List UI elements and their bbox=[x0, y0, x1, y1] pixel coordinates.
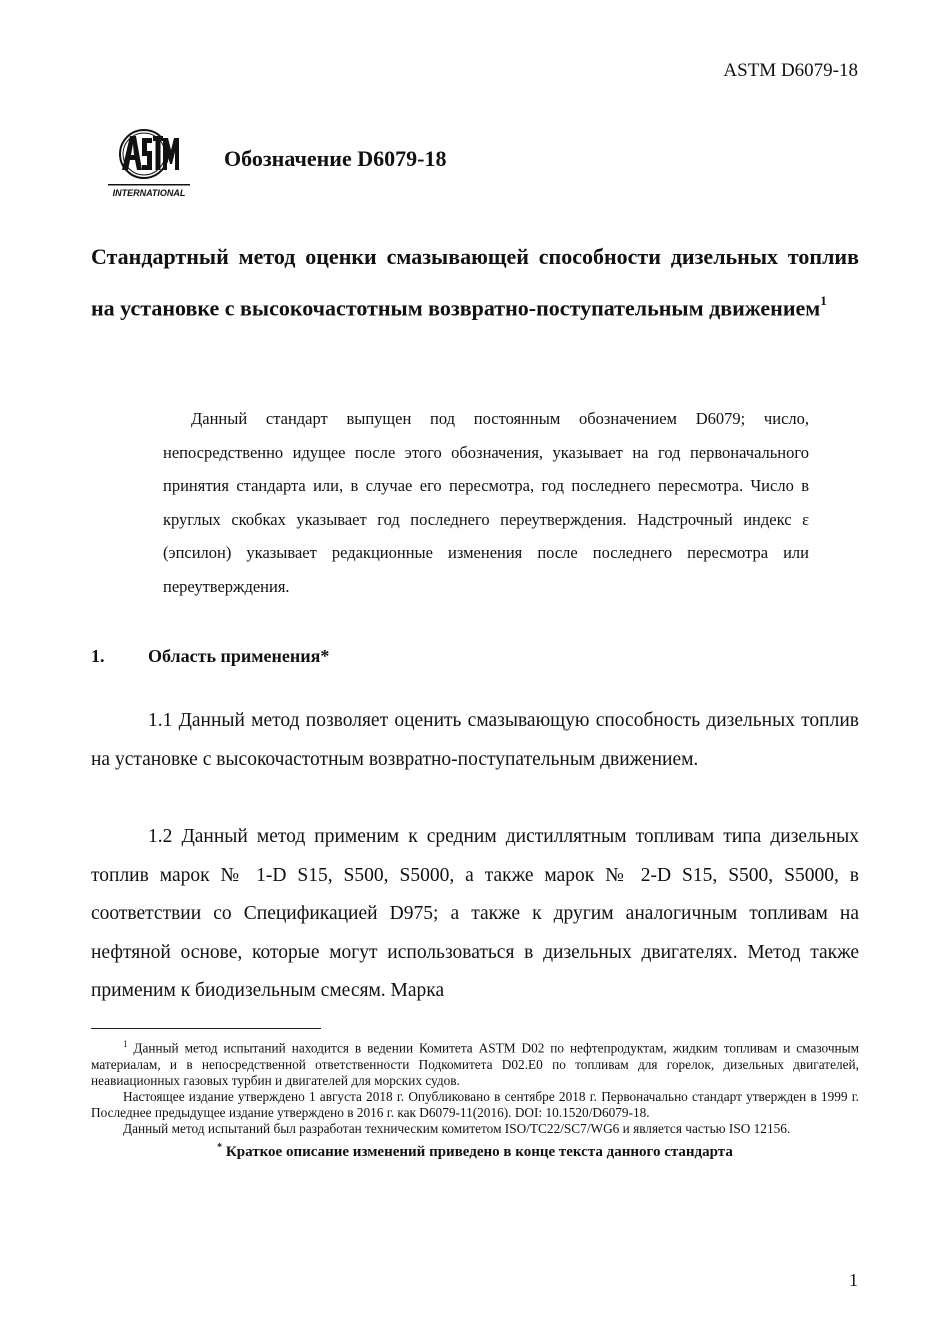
title-text: Стандартный метод оценки смазывающей способности дизельных топлив на установке с высокочастотным возвратно-поступательным движением bbox=[91, 244, 859, 321]
footnote-3: Данный метод испытаний был разработан техническим комитетом ISO/TC22/SC7/WG6 и является частью ISO 12156. bbox=[123, 1121, 791, 1137]
title-footnote-mark: 1 bbox=[820, 293, 827, 308]
standard-code-header: ASTM D6079-18 bbox=[723, 60, 858, 81]
paragraph-1-1: 1.1 Данный метод позволяет оценить смазывающую способность дизельных топлив на установке с высокочастотным возвратно-поступательным движением. bbox=[91, 710, 859, 770]
footnote-star-mark: * bbox=[217, 1141, 223, 1153]
footnote-1 bbox=[91, 1036, 859, 1089]
footnote-2: Настоящее издание утверждено 1 августа 2018 г. Опубликовано в сентябре 2018 г. Первоначально стандарт утвержден в 1999 г. Последнее предыдущее издание утверждено в 2016 г. как D6079-11(2016). DOI: 10.1520/D6079-18. bbox=[91, 1089, 859, 1121]
footnotes bbox=[91, 1036, 859, 1160]
standard-notice: Данный стандарт выпущен под постоянным обозначением D6079; число, непосредственно идущее после этого обозначения, указывает на год первоначального принятия стандарта или, в случае его пересмотра, год последнего пересмотра. Число в круглых скобках указывает год последнего переутверждения. Надстрочный индекс ε (эпсилон) указывает редакционные изменения после последнего пересмотра или переутверждения. bbox=[163, 409, 809, 596]
footnote-star bbox=[91, 1140, 859, 1160]
footnote-divider bbox=[91, 1028, 321, 1029]
astm-logo bbox=[106, 126, 192, 198]
section-title: Область применения* bbox=[148, 646, 330, 666]
section-1-heading bbox=[91, 646, 329, 667]
footnote-1-text: Данный метод испытаний находится в ведении Комитета ASTM D02 по нефтепродуктам, жидким топливам и смазочным материалам, и в непосредственной ответственности Подкомитета D02.E0 по топливам для горелок, дизельных двигателей, неавиационных газовых турбин и двигателей для морских судов. bbox=[91, 1040, 859, 1088]
document-title bbox=[91, 234, 859, 331]
page-number: 1 bbox=[849, 1270, 858, 1290]
designation-heading: Обозначение D6079-18 bbox=[224, 146, 447, 171]
footnote-1-mark: 1 bbox=[123, 1039, 128, 1049]
footnote-star-text: Краткое описание изменений приведено в конце текста данного стандарта bbox=[225, 1143, 733, 1160]
svg-text:INTERNATIONAL: INTERNATIONAL bbox=[112, 188, 186, 198]
paragraph-1-2: 1.2 Данный метод применим к средним дистиллятным топливам типа дизельных топлив марок № 1-D S15, S500, S5000, а также марок № 2-D S15, S500, S5000, в соответствии со Спецификацией D975; а также к другим аналогичным топливам на нефтяной основе, которые могут использоваться в дизельных двигателях. Метод также применим к биодизельным смесям. Марка bbox=[91, 826, 859, 1002]
section-number: 1. bbox=[91, 646, 105, 666]
